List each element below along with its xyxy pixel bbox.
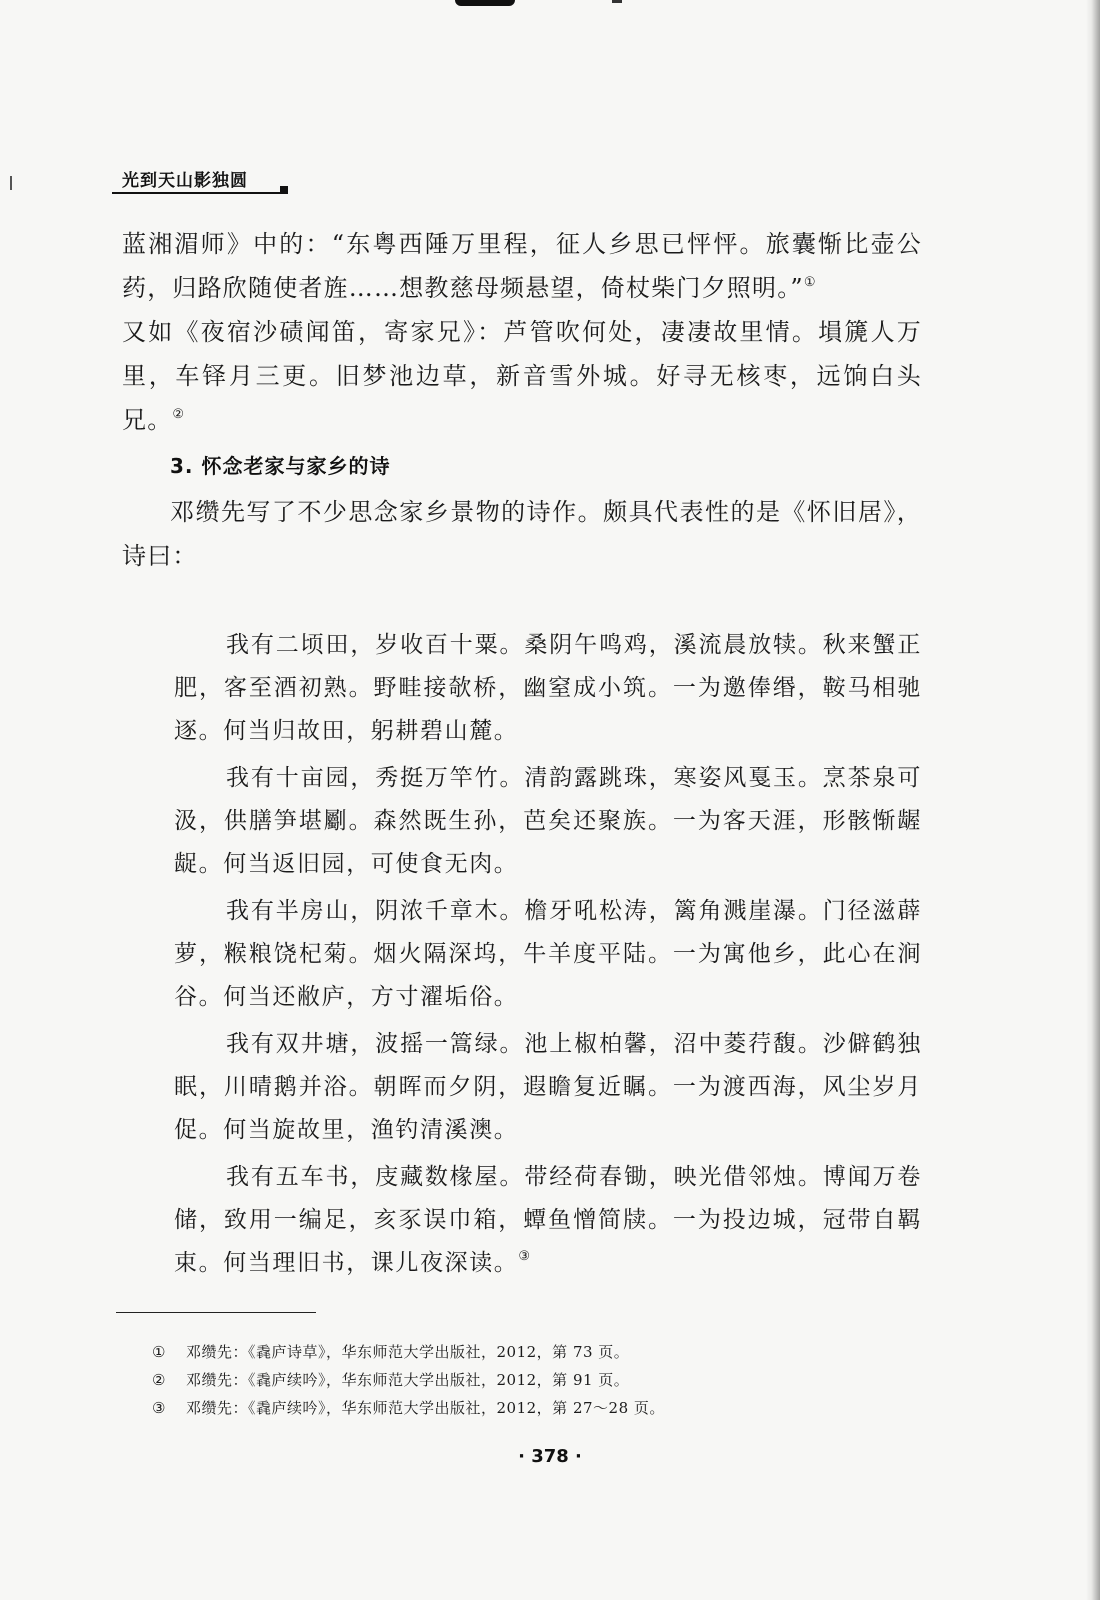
scan-ink-dot: [612, 0, 622, 3]
poem-stanza-5-text: 我有五车书，庋藏数椽屋。带经荷春锄，映光借邻烛。博闻万卷储，致用一编足，亥豕误巾箱，蟫鱼憎简牍。一为投边城，冠带自羁束。何当理旧书，课儿夜深读。: [174, 1164, 922, 1276]
section-heading: 3. 怀念老家与家乡的诗: [170, 454, 391, 478]
page-number: · 378 ·: [518, 1446, 582, 1467]
intro-paragraph-1: [122, 222, 922, 310]
footnote-ref-1: ①: [803, 275, 817, 290]
footnote-ref-2: ②: [172, 407, 186, 422]
footnote-text: 邓缵先：《毳庐续吟》，华东师范大学出版社，2012，第 27～28 页。: [186, 1399, 665, 1417]
footnote-text: 邓缵先：《毳庐诗草》，华东师范大学出版社，2012，第 73 页。: [186, 1343, 630, 1361]
header-square-marker: [280, 186, 288, 194]
footnote-2: [152, 1366, 952, 1394]
footnote-text: 邓缵先：《毳庐续吟》，华东师范大学出版社，2012，第 91 页。: [186, 1371, 630, 1389]
poem: [174, 624, 922, 1289]
header-rule: [112, 192, 284, 194]
intro-text: [122, 222, 922, 442]
poem-stanza-2: 我有十亩园，秀挺万竿竹。清韵露跳珠，寒姿风戛玉。烹茶泉可汲，供膳笋堪劚。森然既生孙，芭矣还聚族。一为客天涯，形骸惭龌龊。何当返旧园，可使食无肉。: [174, 765, 922, 877]
footnote-1: [152, 1338, 952, 1366]
section-paragraph: 邓缵先写了不少思念家乡景物的诗作。颇具代表性的是《怀旧居》，诗曰：: [122, 498, 922, 570]
margin-mark: [10, 176, 12, 190]
poem-stanza-5: [174, 1156, 922, 1285]
poem-stanza-3: 我有半房山，阴浓千章木。檐牙吼松涛，篱角溅崖瀑。门径滋薜萝，糇粮饶杞菊。烟火隔深坞，牛羊度平陆。一为寓他乡，此心在涧谷。何当还敝庐，方寸濯垢俗。: [174, 898, 922, 1010]
intro-text-2: 又如《夜宿沙碛闻笛，寄家兄》：芦管吹何处，凄凄故里情。塤篪人万里，车铎月三更。旧梦池边草，新音雪外城。好寻无核枣，远饷白头兄。: [122, 318, 922, 434]
footnote-mark: ①: [152, 1343, 166, 1361]
poem-stanza-1: 我有二顷田，岁收百十粟。桑阴午鸣鸡，溪流晨放犊。秋来蟹正肥，客至酒初熟。野畦接欹桥，幽窒成小筑。一为邀俸缗，鞍马相驰逐。何当归故田，躬耕碧山麓。: [174, 632, 922, 744]
intro-text-1: 蓝湘湄师》中的：“东粤西陲万里程，征人乡思已怦怦。旅囊惭比壶公药，归路欣随使者旌……想教慈母频悬望，倚杖柴门夕照明。”: [122, 230, 922, 302]
footnote-ref-3: ③: [518, 1249, 532, 1264]
footnote-mark: ③: [152, 1399, 166, 1417]
footnote-divider: [116, 1312, 316, 1313]
footnote-3: [152, 1394, 952, 1422]
footnotes: [152, 1338, 952, 1422]
scan-ink-blot: [455, 0, 515, 6]
page-edge-shadow: [1086, 0, 1100, 1600]
footnote-mark: ②: [152, 1371, 166, 1389]
poem-stanza-4: 我有双井塘，波摇一篙绿。池上椒柏馨，沼中菱荇馥。沙僻鹤独眠，川晴鹅并浴。朝晖而夕阴，遐瞻复近瞩。一为渡西海，风尘岁月促。何当旋故里，渔钓清溪澳。: [174, 1031, 922, 1143]
running-header: 光到天山影独圆: [122, 171, 248, 191]
intro-paragraph-2: [122, 310, 922, 442]
section-text: [122, 490, 922, 578]
